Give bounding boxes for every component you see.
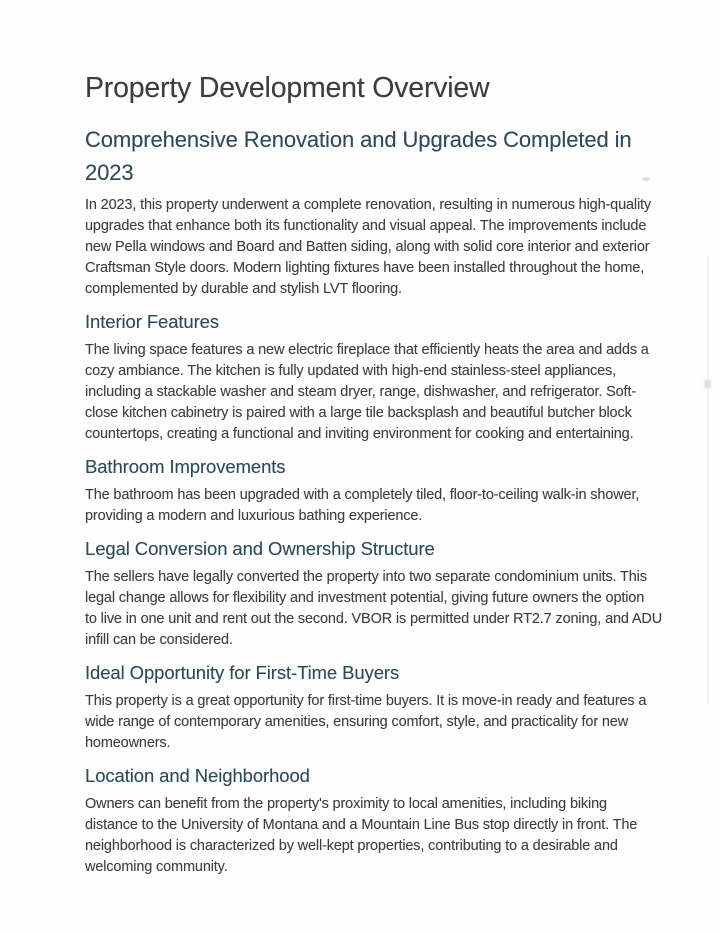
section-heading (85, 764, 645, 788)
paragraph-line: including a stackable washer and steam dryer, range, dishwasher, and refrigerator. Soft- (85, 384, 636, 400)
paragraph-line: legal change allows for flexibility and investment potential, giving future owners the option (85, 590, 645, 606)
paragraph (85, 195, 652, 300)
paragraph-line: wide range of contemporary amenities, ensuring comfort, style, and practicality for new (85, 714, 629, 730)
paragraph-line: welcoming community. (85, 859, 228, 875)
heading-line: 2023 (85, 160, 134, 185)
sections (85, 123, 663, 878)
paragraph-line: upgrades that enhance both its functionality and visual appeal. The improvements include (85, 218, 647, 234)
paragraph-line: cozy ambiance. The kitchen is fully updated with high-end stainless-steel appliances, (85, 363, 617, 379)
paragraph (85, 485, 645, 527)
heading-line: Comprehensive Renovation and Upgrades Completed in (85, 127, 632, 152)
paragraph-line: The bathroom has been upgraded with a completely tiled, floor-to-ceiling walk-in shower, (85, 487, 640, 503)
heading-line: Interior Features (85, 311, 220, 332)
document-title: Property Development Overview (85, 72, 490, 104)
paragraph-line: to live in one unit and rent out the second. VBOR is permitted under RT2.7 zoning, and ADU (85, 611, 663, 627)
section-heading (85, 455, 645, 479)
paragraph (85, 794, 645, 878)
paragraph-line: The living space features a new electric fireplace that efficiently heats the area and adds a (85, 342, 649, 358)
scan-artifact-edge-streak (707, 255, 709, 705)
heading-line: Location and Neighborhood (85, 765, 310, 786)
section-heading (85, 310, 645, 334)
paragraph-line: In 2023, this property underwent a complete renovation, resulting in numerous high-quality (85, 197, 652, 213)
scan-artifact-speck (642, 177, 650, 181)
paragraph-line: complemented by durable and stylish LVT flooring. (85, 281, 402, 297)
paragraph-line: neighborhood is characterized by well-kept properties, contributing to a desirable and (85, 838, 618, 854)
scan-artifact-edge-dash (704, 380, 711, 388)
paragraph-line: Owners can benefit from the property's proximity to local amenities, including biking (85, 796, 607, 812)
heading-line: Legal Conversion and Ownership Structure (85, 538, 435, 559)
paragraph-line: new Pella windows and Board and Batten siding, along with solid core interior and exterior (85, 239, 650, 255)
paragraph (85, 567, 663, 651)
section-heading (85, 537, 645, 561)
paragraph (85, 691, 645, 754)
paragraph-line: This property is a great opportunity for first-time buyers. It is move-in ready and features a (85, 693, 647, 709)
paragraph-line: countertops, creating a functional and inviting environment for cooking and entertaining. (85, 426, 634, 442)
paragraph-line: distance to the University of Montana and a Mountain Line Bus stop directly in front. The (85, 817, 638, 833)
section-heading (85, 661, 645, 685)
paragraph-line: providing a modern and luxurious bathing experience. (85, 508, 423, 524)
heading-line: Ideal Opportunity for First-Time Buyers (85, 662, 400, 683)
section-heading (85, 123, 645, 189)
document-content (85, 70, 663, 878)
paragraph (85, 340, 649, 445)
heading-line: Bathroom Improvements (85, 456, 286, 477)
paragraph-line: Craftsman Style doors. Modern lighting fixtures have been installed throughout the home, (85, 260, 645, 276)
paragraph-line: close kitchen cabinetry is paired with a large tile backsplash and beautiful butcher block (85, 405, 632, 421)
paragraph-line: homeowners. (85, 735, 171, 751)
paragraph-line: infill can be considered. (85, 632, 233, 648)
paragraph-line: The sellers have legally converted the property into two separate condominium units. This (85, 569, 647, 585)
